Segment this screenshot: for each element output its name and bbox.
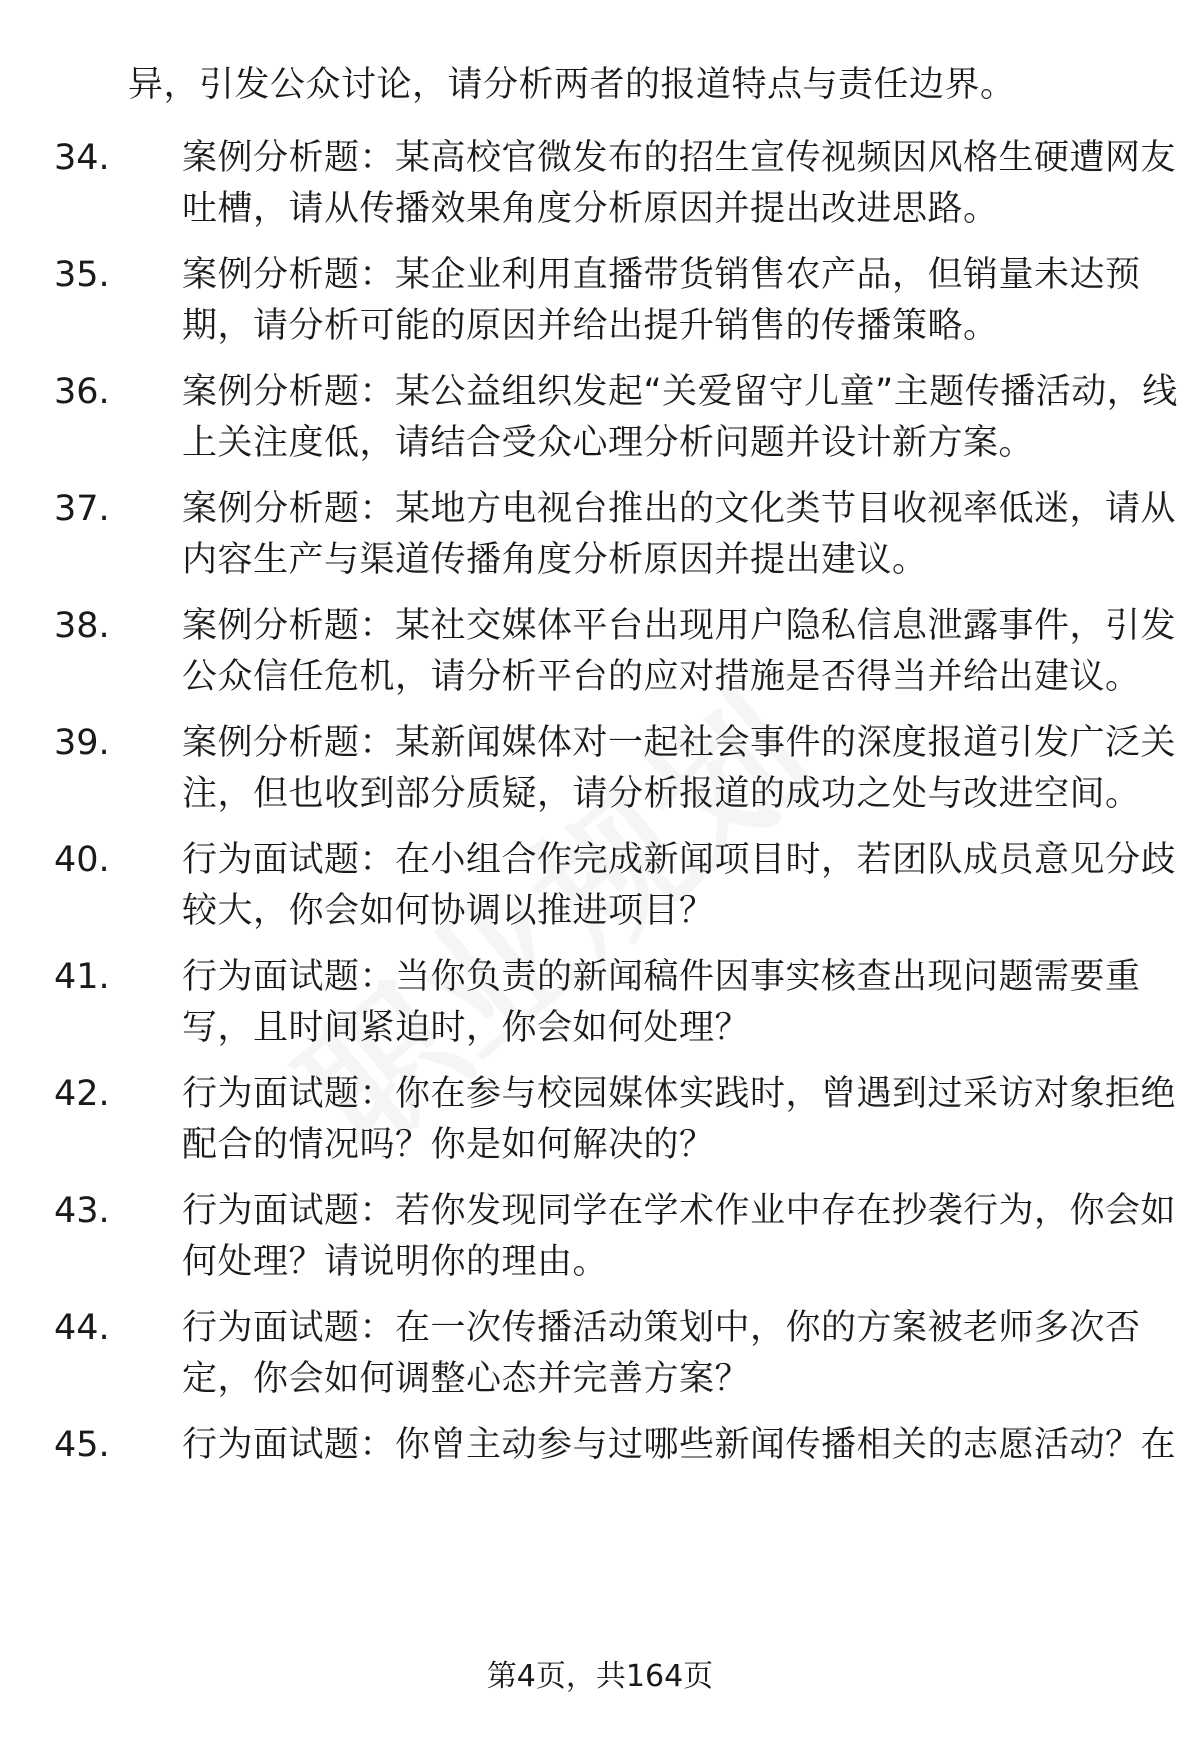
item-number: 41. xyxy=(54,957,110,997)
item-number: 42. xyxy=(54,1074,110,1114)
item-text: 行为面试题：你曾主动参与过哪些新闻传播相关的志愿活动？在 xyxy=(182,1425,1177,1465)
item-text: 案例分析题：某企业利用直播带货销售农产品，但销量未达预期，请分析可能的原因并给出提升销售的传播策略。 xyxy=(182,255,1141,346)
page-footer: 第4页，共164页 xyxy=(486,1659,714,1694)
item-text: 行为面试题：在一次传播活动策划中，你的方案被老师多次否定，你会如何调整心态并完善方案？ xyxy=(182,1308,1141,1399)
item-text: 案例分析题：某社交媒体平台出现用户隐私信息泄露事件，引发公众信任危机，请分析平台的应对措施是否得当并给出建议。 xyxy=(182,606,1177,697)
continuation-text: 异，引发公众讨论，请分析两者的报道特点与责任边界。 xyxy=(128,65,1016,105)
item-number: 36. xyxy=(54,372,110,412)
item-text: 案例分析题：某新闻媒体对一起社会事件的深度报道引发广泛关注，但也收到部分质疑，请分析报道的成功之处与改进空间。 xyxy=(182,723,1177,814)
item-number: 37. xyxy=(54,489,110,529)
item-text: 行为面试题：当你负责的新闻稿件因事实核查出现问题需要重写，且时间紧迫时，你会如何处理？ xyxy=(182,957,1141,1048)
item-number: 39. xyxy=(54,723,110,763)
item-text: 案例分析题：某高校官微发布的招生宣传视频因风格生硬遭网友吐槽，请从传播效果角度分析原因并提出改进思路。 xyxy=(182,138,1177,229)
item-text: 案例分析题：某地方电视台推出的文化类节目收视率低迷，请从内容生产与渠道传播角度分析原因并提出建议。 xyxy=(182,489,1177,580)
item-number: 43. xyxy=(54,1191,110,1231)
item-number: 35. xyxy=(54,255,110,295)
item-text: 行为面试题：若你发现同学在学术作业中存在抄袭行为，你会如何处理？请说明你的理由。 xyxy=(182,1191,1177,1282)
item-text: 案例分析题：某公益组织发起“关爱留守儿童”主题传播活动，线上关注度低，请结合受众心理分析问题并设计新方案。 xyxy=(182,372,1178,463)
item-number: 45. xyxy=(54,1425,110,1465)
item-number: 40. xyxy=(54,840,110,880)
item-text: 行为面试题：在小组合作完成新闻项目时，若团队成员意见分歧较大，你会如何协调以推进项目？ xyxy=(182,840,1177,931)
item-number: 38. xyxy=(54,606,110,646)
item-text: 行为面试题：你在参与校园媒体实践时，曾遇到过采访对象拒绝配合的情况吗？你是如何解决的？ xyxy=(182,1074,1177,1165)
item-number: 44. xyxy=(54,1308,110,1348)
item-number: 34. xyxy=(54,138,110,178)
